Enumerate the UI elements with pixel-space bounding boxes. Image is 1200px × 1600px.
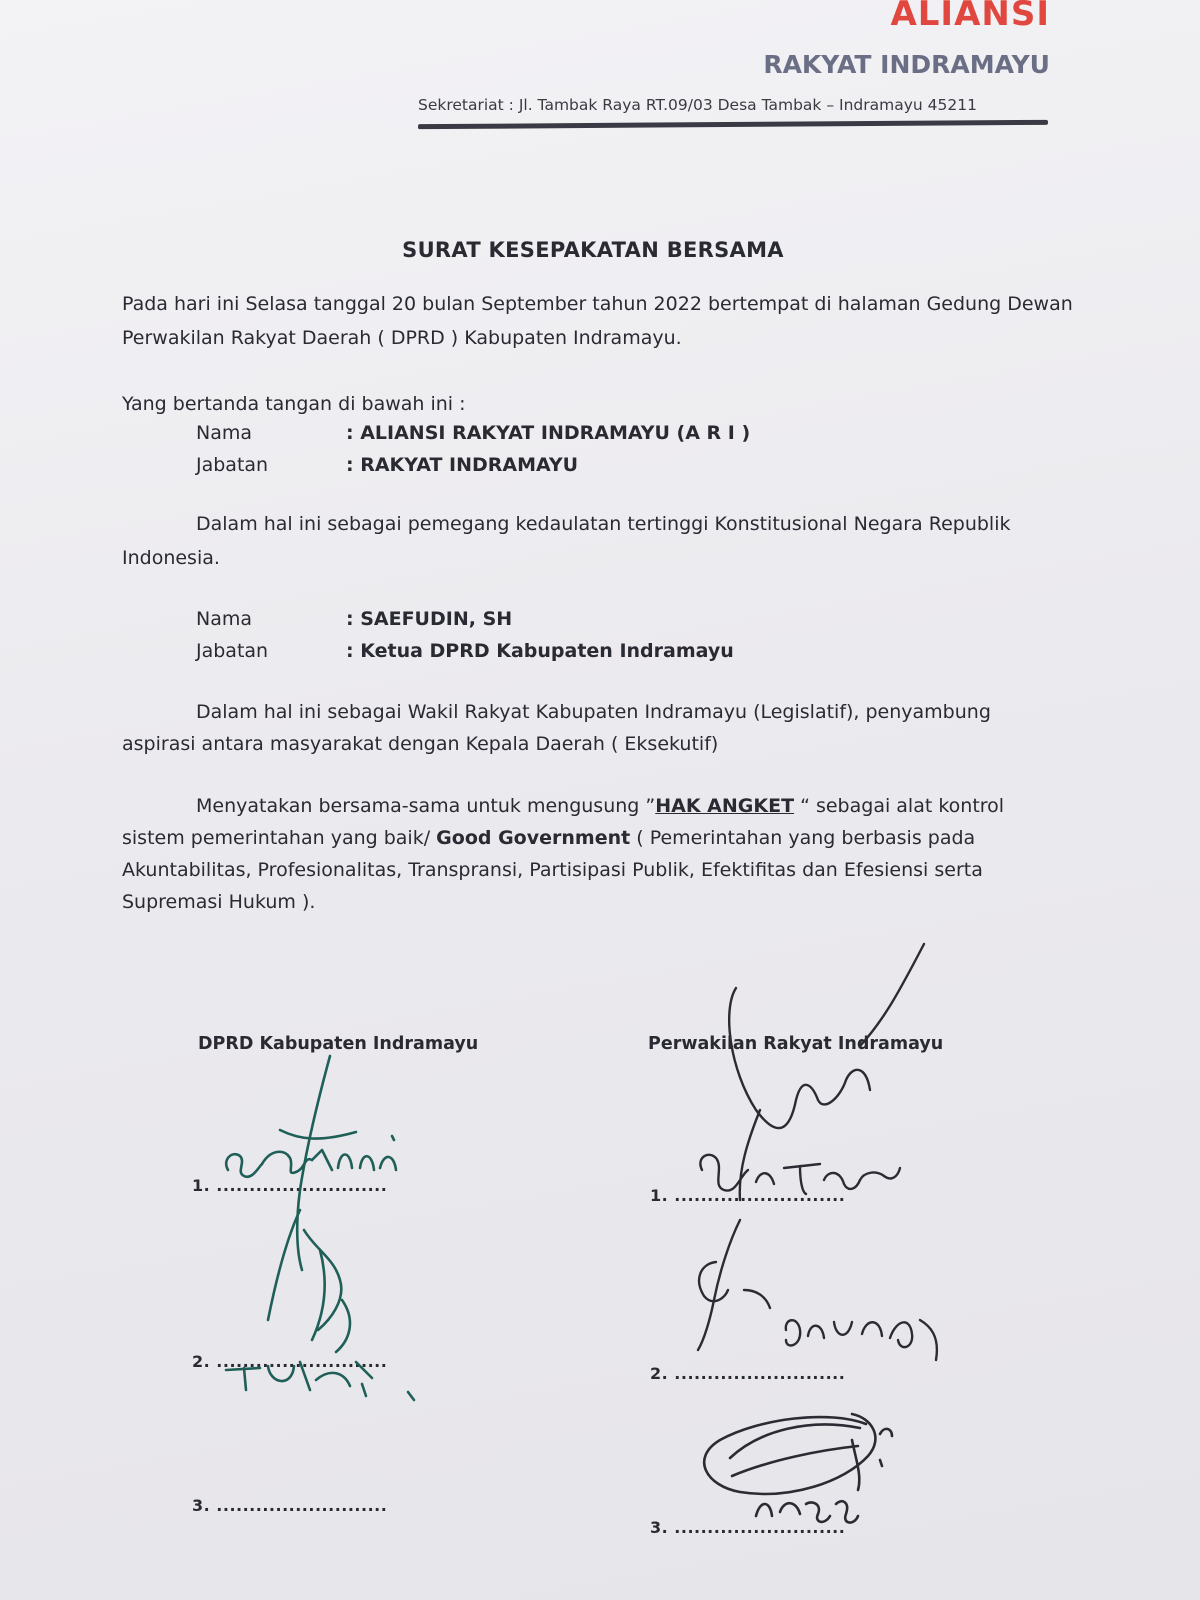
statement-line2 bbox=[122, 822, 1082, 854]
left-signature-heading: DPRD Kabupaten Indramayu bbox=[198, 1034, 479, 1054]
letterhead-org-name: ALIANSI bbox=[890, 0, 1050, 34]
party2-position-row bbox=[196, 636, 996, 666]
right-signature-line-1: 1. .......................... bbox=[650, 1186, 846, 1205]
statement-line4: Supremasi Hukum ). bbox=[122, 891, 316, 913]
statement-line3: Akuntabilitas, Profesionalitas, Transpransi, Partisipasi Publik, Efektifitas dan Efesiensi serta bbox=[122, 859, 983, 881]
party1-position-label: Jabatan bbox=[196, 454, 269, 476]
statement-line1-pre: Menyatakan bersama-sama untuk mengusung ” bbox=[196, 795, 656, 817]
left-handwritten-signature-2 bbox=[226, 1210, 414, 1400]
letterhead-divider bbox=[418, 120, 1048, 129]
party1-name-row bbox=[196, 418, 996, 448]
left-signature-line-2: 2. .......................... bbox=[192, 1352, 388, 1371]
left-signature-line-1: 1. .......................... bbox=[192, 1176, 388, 1195]
right-handwritten-signature-3 bbox=[704, 1414, 892, 1523]
letterhead-org-subtitle: RAKYAT INDRAMAYU bbox=[763, 50, 1050, 79]
statement-line1-post: “ sebagai alat kontrol bbox=[794, 795, 1005, 817]
party2-name-value: : SAEFUDIN, SH bbox=[346, 608, 513, 630]
hak-angket-emphasis: HAK ANGKET bbox=[655, 795, 795, 817]
undersigned-intro: Yang bertanda tangan di bawah ini : bbox=[122, 393, 466, 415]
party1-position-value: : RAKYAT INDRAMAYU bbox=[346, 454, 579, 476]
party1-name-label: Nama bbox=[196, 422, 253, 444]
opening-paragraph-line1: Pada hari ini Selasa tanggal 20 bulan September tahun 2022 bertempat di halaman Gedung Dewan bbox=[122, 293, 1073, 315]
right-handwritten-signature-1 bbox=[700, 944, 924, 1200]
party1-role-line2: Indonesia. bbox=[122, 547, 220, 569]
statement-line1 bbox=[196, 790, 1096, 822]
left-handwritten-signature-1 bbox=[226, 1056, 396, 1270]
party2-role-line2: aspirasi antara masyarakat dengan Kepala Daerah ( Eksekutif) bbox=[122, 733, 719, 755]
party2-name-label: Nama bbox=[196, 608, 253, 630]
party1-position-row bbox=[196, 450, 996, 480]
opening-paragraph-line2: Perwakilan Rakyat Daerah ( DPRD ) Kabupaten Indramayu. bbox=[122, 327, 682, 349]
letterhead-address: Sekretariat : Jl. Tambak Raya RT.09/03 Desa Tambak – Indramayu 45211 bbox=[418, 96, 977, 114]
right-signature-heading: Perwakilan Rakyat Indramayu bbox=[648, 1034, 944, 1054]
document-title: SURAT KESEPAKATAN BERSAMA bbox=[402, 238, 784, 262]
party2-position-label: Jabatan bbox=[196, 640, 269, 662]
right-signature-line-3: 3. .......................... bbox=[650, 1518, 846, 1537]
right-handwritten-signature-2 bbox=[698, 1220, 937, 1360]
good-government-emphasis: Good Government bbox=[436, 827, 631, 849]
party1-name-value: : ALIANSI RAKYAT INDRAMAYU (A R I ) bbox=[346, 422, 751, 444]
right-signature-line-2: 2. .......................... bbox=[650, 1364, 846, 1383]
statement-line2-post: ( Pemerintahan yang berbasis pada bbox=[630, 827, 976, 849]
party1-role-line1: Dalam hal ini sebagai pemegang kedaulatan tertinggi Konstitusional Negara Republik bbox=[196, 513, 1011, 535]
statement-line2-pre: sistem pemerintahan yang baik/ bbox=[122, 827, 437, 849]
party2-role-line1: Dalam hal ini sebagai Wakil Rakyat Kabupaten Indramayu (Legislatif), penyambung bbox=[196, 701, 991, 723]
party2-position-value: : Ketua DPRD Kabupaten Indramayu bbox=[346, 640, 734, 662]
left-signature-line-3: 3. .......................... bbox=[192, 1496, 388, 1515]
party2-name-row bbox=[196, 604, 996, 634]
